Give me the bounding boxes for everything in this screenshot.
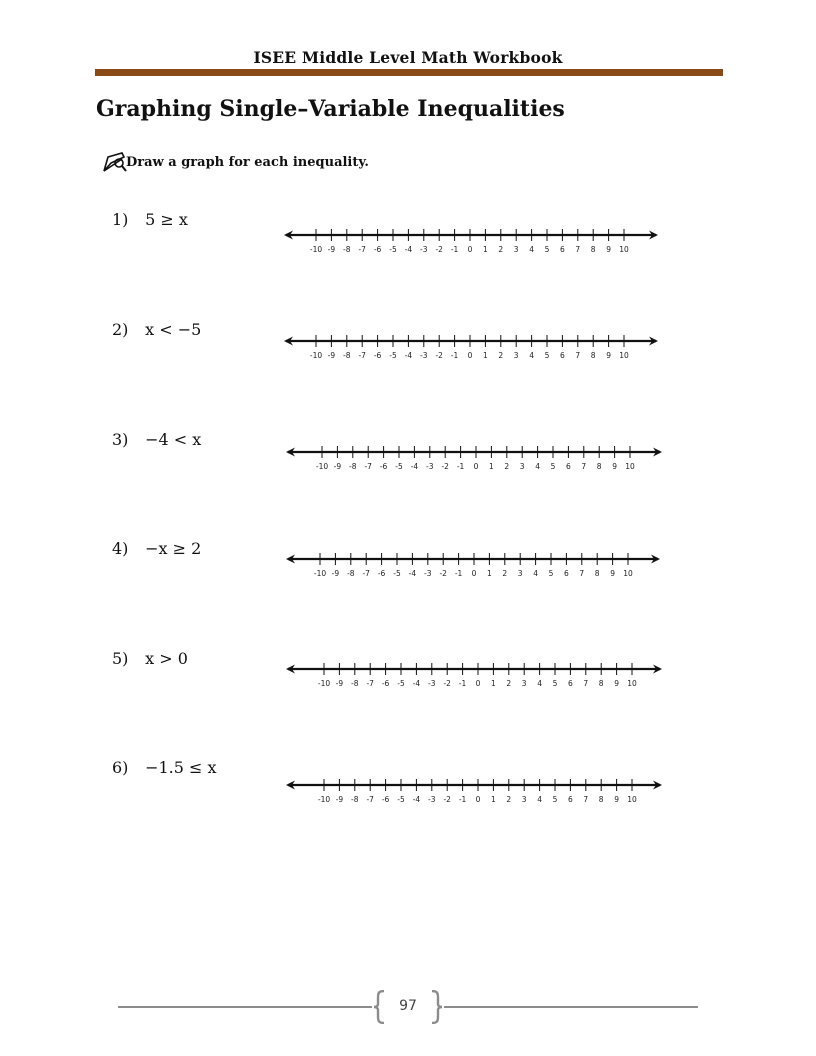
tick-label: -6 (377, 569, 386, 578)
tick-label: 1 (489, 462, 494, 471)
tick-label: 5 (544, 351, 550, 360)
footer-divider-left (118, 1006, 372, 1008)
tick-label: -1 (450, 351, 459, 360)
tick-label: -8 (351, 795, 359, 804)
instruction (102, 151, 369, 173)
tick-label: 7 (581, 462, 587, 471)
tick-label: 6 (568, 679, 573, 688)
tick-label: 5 (550, 462, 556, 471)
problem-expression: x < −5 (145, 320, 202, 339)
tick-label: -8 (343, 351, 351, 360)
number-line-2[interactable] (276, 328, 666, 368)
tick-label: 7 (583, 679, 589, 688)
tick-label: -7 (364, 462, 372, 471)
problem-expression: −4 < x (145, 430, 202, 449)
tick-label: 1 (483, 351, 488, 360)
tick-label: -10 (309, 245, 323, 254)
tick-label: -5 (395, 462, 403, 471)
tick-label: 5 (552, 795, 558, 804)
tick-label: -6 (379, 462, 388, 471)
page-title: Graphing Single–Variable Inequalities (96, 96, 565, 122)
tick-label: -7 (366, 795, 374, 804)
tick-label: -4 (408, 569, 417, 578)
tick-label: 8 (590, 245, 596, 254)
tick-label: -8 (347, 569, 355, 578)
problem-number: 1) (112, 210, 129, 229)
tick-label: 7 (575, 245, 581, 254)
problem-5 (112, 649, 272, 673)
tick-label: -6 (373, 351, 382, 360)
tick-label: 0 (467, 245, 473, 254)
tick-label: -5 (393, 569, 401, 578)
tick-label: 4 (537, 795, 542, 804)
tick-label: -6 (373, 245, 382, 254)
tick-label: 3 (521, 795, 527, 804)
tick-label: 2 (506, 795, 512, 804)
tick-label: -3 (420, 245, 428, 254)
tick-label: -7 (358, 351, 366, 360)
tick-label: -9 (327, 351, 336, 360)
tick-label: -10 (313, 569, 327, 578)
tick-label: 7 (575, 351, 581, 360)
tick-label: -2 (443, 795, 451, 804)
tick-label: 1 (491, 679, 496, 688)
tick-label: -9 (331, 569, 340, 578)
tick-label: 0 (471, 569, 477, 578)
tick-label: 9 (606, 351, 611, 360)
instruction-text: Draw a graph for each inequality. (126, 154, 369, 170)
tick-label: 4 (529, 245, 534, 254)
tick-label: -3 (424, 569, 432, 578)
tick-label: 10 (619, 351, 629, 360)
tick-label: -5 (389, 245, 397, 254)
tick-label: 6 (568, 795, 573, 804)
header-divider (95, 69, 723, 76)
tick-label: 9 (610, 569, 615, 578)
tick-label: -4 (410, 462, 419, 471)
tick-label: 3 (517, 569, 523, 578)
workbook-header-title: ISEE Middle Level Math Workbook (253, 48, 563, 67)
tick-label: -1 (456, 462, 465, 471)
tick-label: -3 (428, 679, 436, 688)
tick-label: -2 (435, 351, 443, 360)
tick-label: 1 (483, 245, 488, 254)
number-line-3[interactable] (280, 439, 670, 479)
tick-label: -9 (335, 679, 344, 688)
tick-label: 7 (583, 795, 589, 804)
tick-label: 3 (519, 462, 525, 471)
tick-label: 10 (625, 462, 635, 471)
tick-label: 5 (548, 569, 554, 578)
tick-label: 7 (579, 569, 585, 578)
tick-label: -2 (439, 569, 447, 578)
tick-label: 10 (627, 679, 637, 688)
tick-label: -10 (317, 795, 331, 804)
tick-label: 0 (473, 462, 479, 471)
tick-label: 2 (498, 351, 504, 360)
tick-label: -1 (454, 569, 463, 578)
tick-label: 1 (491, 795, 496, 804)
tick-label: -6 (381, 679, 390, 688)
problem-1 (112, 210, 272, 234)
problem-number: 3) (112, 430, 129, 449)
number-line-4[interactable] (280, 546, 670, 586)
number-line-1[interactable] (276, 222, 666, 262)
tick-label: 6 (560, 245, 565, 254)
tick-label: -9 (333, 462, 342, 471)
tick-label: 4 (537, 679, 542, 688)
page-number-box (372, 990, 444, 1024)
tick-label: -4 (404, 245, 413, 254)
tick-label: -4 (412, 795, 421, 804)
tick-label: 2 (504, 462, 510, 471)
problem-number: 5) (112, 649, 129, 668)
tick-label: -5 (389, 351, 397, 360)
tick-label: -4 (404, 351, 413, 360)
page-number: 97 (399, 998, 417, 1014)
tick-label: 8 (590, 351, 596, 360)
tick-label: 6 (566, 462, 571, 471)
tick-label: 0 (467, 351, 473, 360)
tick-label: -8 (343, 245, 351, 254)
problem-expression: 5 ≥ x (145, 210, 188, 229)
tick-label: 9 (614, 679, 619, 688)
pencil-icon (102, 151, 128, 173)
number-line-5[interactable] (280, 656, 670, 696)
tick-label: -2 (443, 679, 451, 688)
tick-label: -3 (426, 462, 434, 471)
tick-label: -8 (351, 679, 359, 688)
tick-label: 3 (513, 245, 519, 254)
tick-label: -2 (435, 245, 443, 254)
problem-expression: −1.5 ≤ x (145, 758, 217, 777)
tick-label: 0 (475, 795, 481, 804)
tick-label: -1 (458, 679, 467, 688)
tick-label: 8 (596, 462, 602, 471)
tick-label: -3 (420, 351, 428, 360)
problem-number: 2) (112, 320, 129, 339)
tick-label: 8 (598, 795, 604, 804)
tick-label: -1 (458, 795, 467, 804)
tick-label: -2 (441, 462, 449, 471)
tick-label: -5 (397, 679, 405, 688)
tick-label: 9 (606, 245, 611, 254)
tick-label: 4 (533, 569, 538, 578)
tick-label: -4 (412, 679, 421, 688)
tick-label: 9 (614, 795, 619, 804)
tick-label: 5 (544, 245, 550, 254)
tick-label: 0 (475, 679, 481, 688)
problem-expression: −x ≥ 2 (145, 539, 202, 558)
tick-label: -5 (397, 795, 405, 804)
tick-label: -1 (450, 245, 459, 254)
problem-number: 6) (112, 758, 129, 777)
problem-3 (112, 430, 272, 454)
tick-label: 9 (612, 462, 617, 471)
tick-label: -10 (315, 462, 329, 471)
tick-label: 3 (521, 679, 527, 688)
tick-label: 2 (502, 569, 508, 578)
tick-label: 2 (506, 679, 512, 688)
tick-label: -10 (317, 679, 331, 688)
tick-label: 10 (627, 795, 637, 804)
problem-2 (112, 320, 272, 344)
tick-label: -10 (309, 351, 323, 360)
problem-expression: x > 0 (145, 649, 188, 668)
problem-4 (112, 539, 272, 563)
tick-label: -9 (335, 795, 344, 804)
tick-label: -8 (349, 462, 357, 471)
tick-label: 8 (594, 569, 600, 578)
tick-label: 8 (598, 679, 604, 688)
tick-label: -6 (381, 795, 390, 804)
tick-label: 10 (619, 245, 629, 254)
tick-label: 10 (623, 569, 633, 578)
problem-6 (112, 758, 272, 782)
tick-label: 6 (560, 351, 565, 360)
tick-label: 3 (513, 351, 519, 360)
number-line-6[interactable] (280, 772, 670, 812)
tick-label: -9 (327, 245, 336, 254)
tick-label: -7 (358, 245, 366, 254)
tick-label: 4 (535, 462, 540, 471)
footer-divider-right (444, 1006, 698, 1008)
tick-label: 1 (487, 569, 492, 578)
tick-label: -7 (362, 569, 370, 578)
problem-number: 4) (112, 539, 129, 558)
tick-label: -7 (366, 679, 374, 688)
tick-label: 5 (552, 679, 558, 688)
tick-label: 2 (498, 245, 504, 254)
tick-label: 4 (529, 351, 534, 360)
tick-label: 6 (564, 569, 569, 578)
tick-label: -3 (428, 795, 436, 804)
